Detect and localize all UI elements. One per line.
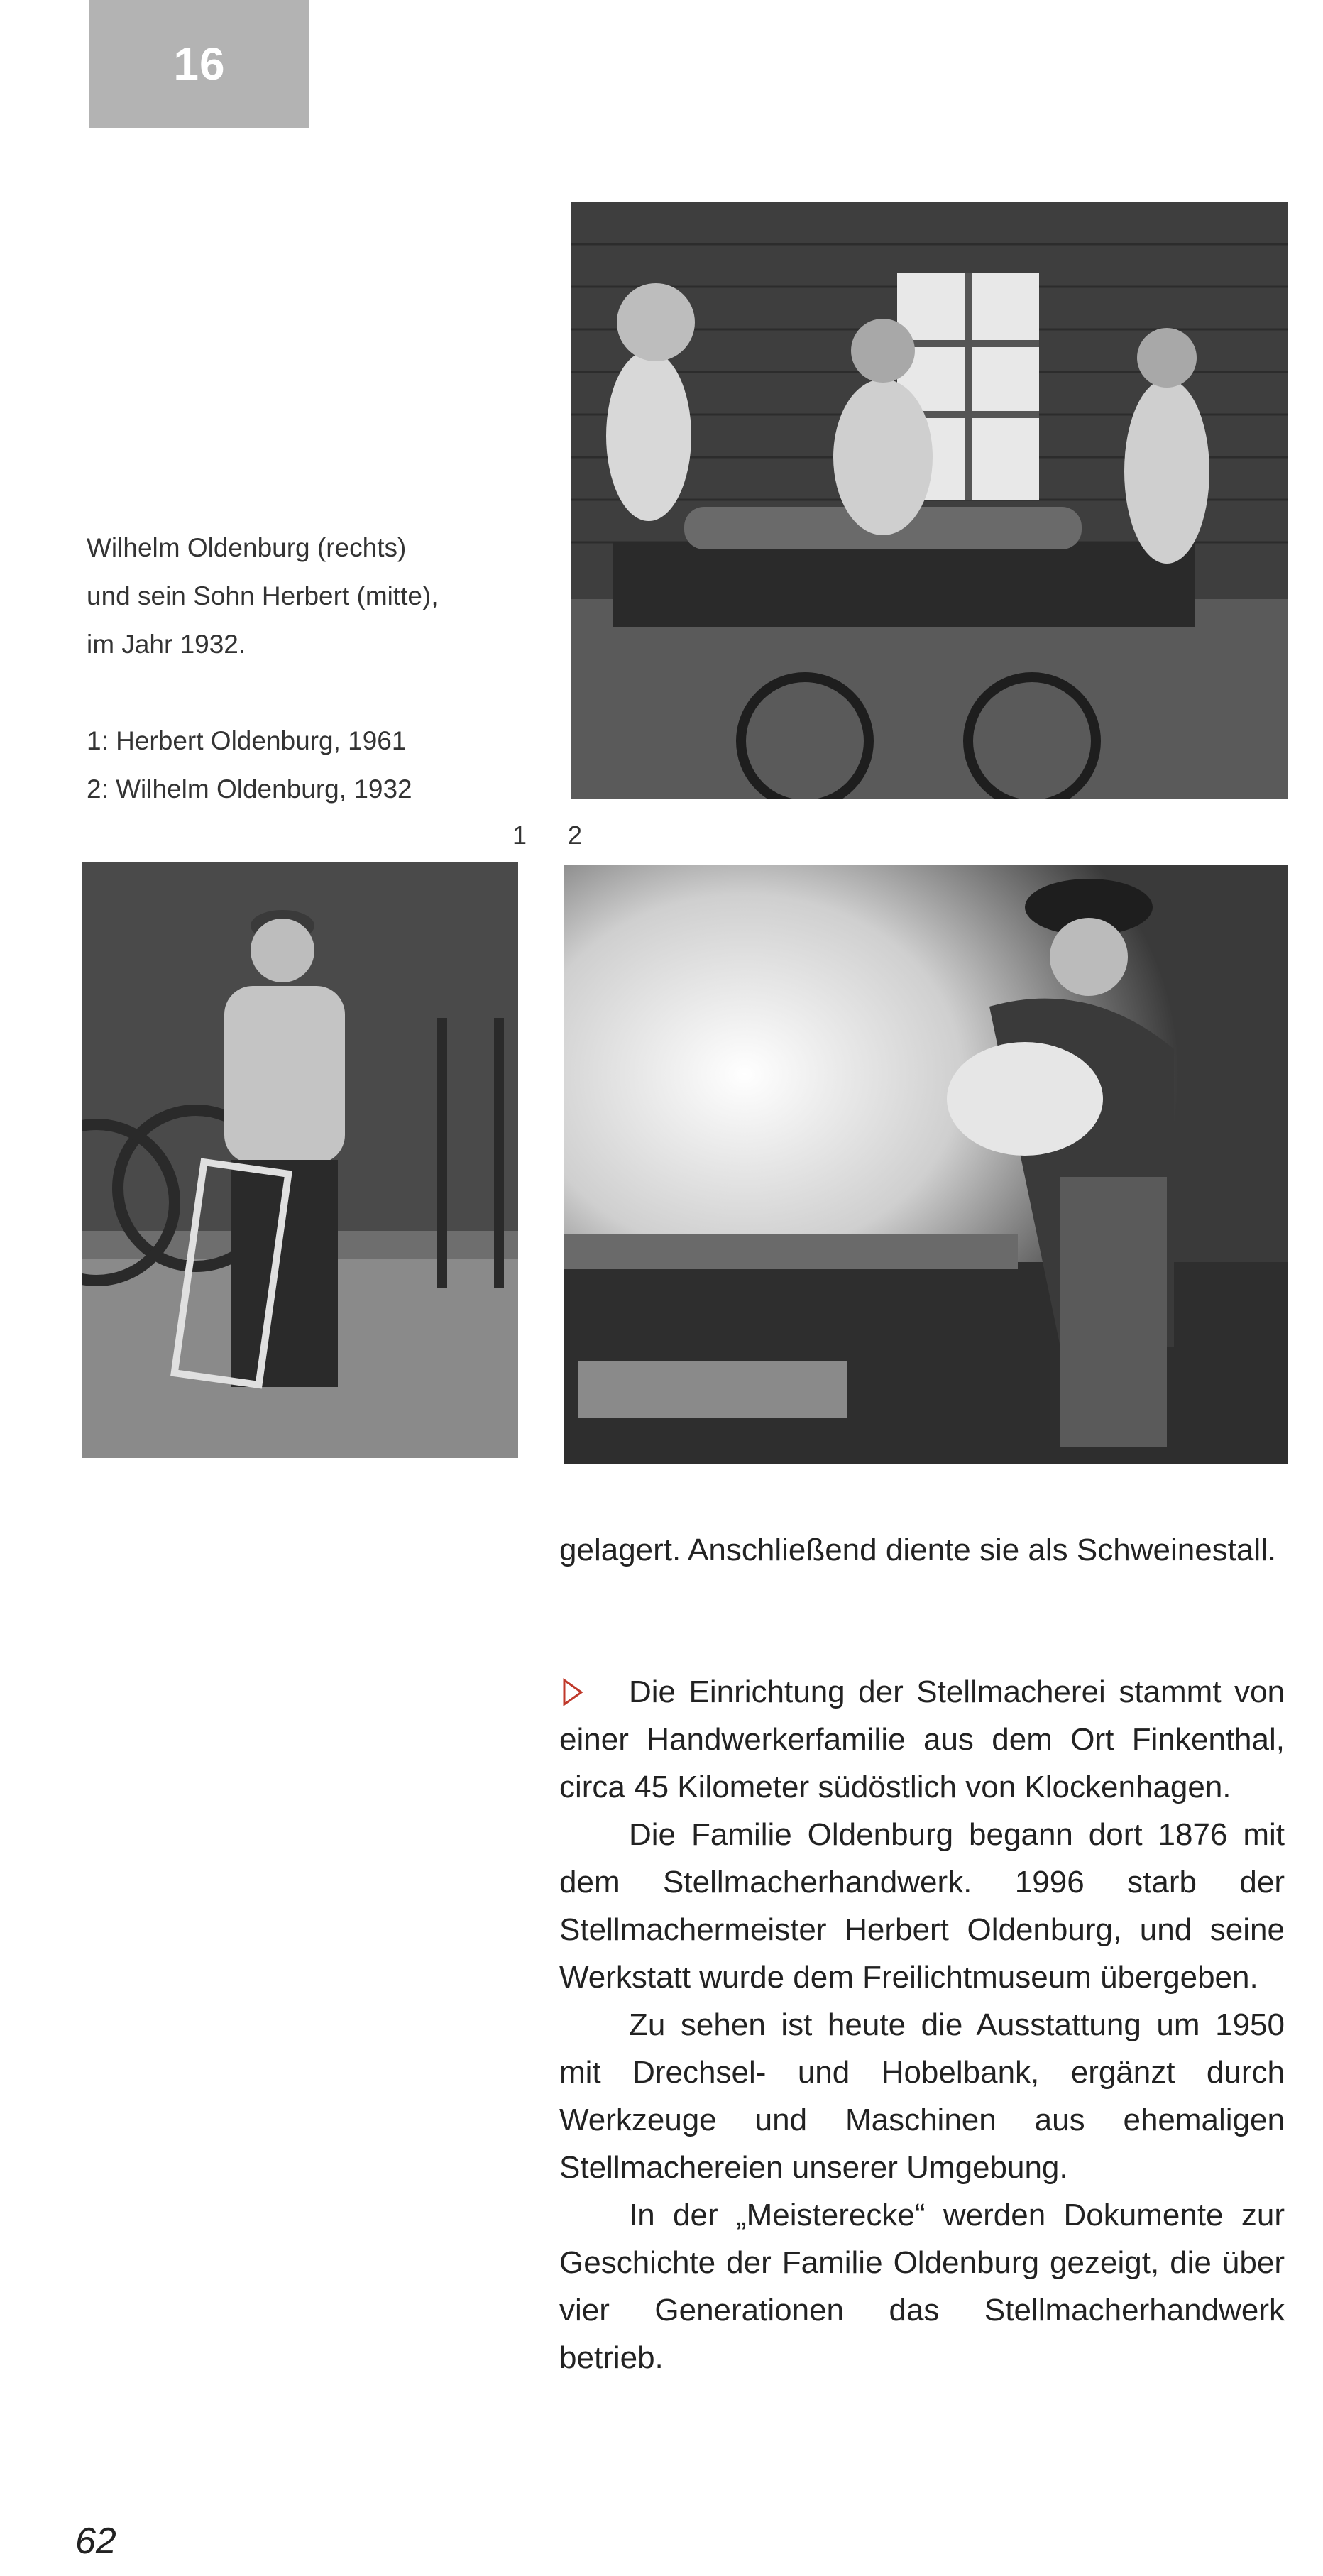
photo-credit: 1: Herbert Oldenburg, 1961 — [87, 726, 407, 755]
photo-caption — [87, 524, 541, 813]
photo-herbert-oldenburg — [82, 862, 518, 1458]
photo-label-1: 1 — [512, 821, 527, 850]
article-body — [559, 1668, 1285, 2382]
photo-label-2: 2 — [568, 821, 583, 850]
photo-wilhelm-oldenburg — [564, 865, 1288, 1464]
paragraph-2: Die Familie Oldenburg begann dort 1876 mit dem Stellmacherhandwerk. 1996 starb der Stellmachermeister Herbert Oldenburg, und seine Werkstatt wurde dem Freilichtmuseum übergeben. — [559, 1817, 1285, 1995]
paragraph-1-text: Die Einrichtung der Stellmacherei stammt von einer Handwerkerfamilie aus dem Ort Finkenthal, circa 45 Kilometer südöstlich von Klockenhagen. — [559, 1675, 1285, 1804]
section-number: 16 — [173, 38, 226, 89]
page-number: 62 — [75, 2521, 116, 2562]
paragraph-continuation: gelagert. Anschließend diente sie als Schweinestall. — [559, 1533, 1277, 1567]
paragraph-3: Zu sehen ist heute die Ausstattung um 1950 mit Drechsel- und Hobelbank, ergänzt durch Werkzeuge und Maschinen aus ehemaligen Stellmachereien unserer Umgebung. — [559, 2007, 1285, 2185]
photo-credit: 2: Wilhelm Oldenburg, 1932 — [87, 774, 412, 804]
section-number-tab — [89, 0, 309, 128]
photo-wagon-workers — [571, 202, 1288, 799]
caption-line: und sein Sohn Herbert (mitte), — [87, 581, 439, 610]
continuation-text — [559, 1526, 1285, 1574]
paragraph-1 — [559, 1668, 1285, 1811]
caption-line: Wilhelm Oldenburg (rechts) — [87, 533, 407, 562]
triangle-outline-icon — [562, 1678, 583, 1706]
paragraph-4: In der „Meisterecke“ werden Dokumente zur Geschichte der Familie Oldenburg gezeigt, die über vier Generationen das Stellmacherhandwerk betrieb. — [559, 2198, 1285, 2375]
caption-line: im Jahr 1932. — [87, 630, 246, 659]
